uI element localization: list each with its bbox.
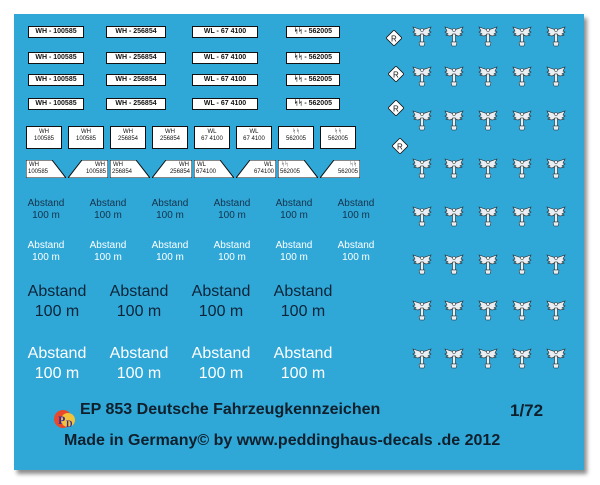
eagle-emblem-icon xyxy=(478,348,498,370)
eagle-emblem-icon xyxy=(444,66,464,88)
eagle-emblem-icon xyxy=(546,206,566,228)
eagle-emblem-icon xyxy=(412,300,432,322)
eagle-emblem-icon xyxy=(478,26,498,48)
eagle-emblem-icon xyxy=(478,110,498,132)
license-plate: WL - 67 4100 xyxy=(192,52,258,64)
eagle-emblem-icon xyxy=(546,26,566,48)
abstand-small-decal: Abstand 100 m xyxy=(89,198,127,221)
license-plate: WL - 67 4100 xyxy=(192,26,258,38)
trapezoid-plate: WH 100585 xyxy=(68,160,108,178)
eagle-emblem-icon xyxy=(444,206,464,228)
eagle-emblem-icon xyxy=(478,66,498,88)
eagle-emblem-icon xyxy=(412,66,432,88)
eagle-emblem-icon xyxy=(478,300,498,322)
eagle-emblem-icon xyxy=(478,254,498,276)
abstand-small-decal: Abstand 100 m xyxy=(89,240,127,263)
trapezoid-plate: WL 674100 xyxy=(194,160,234,178)
abstand-large-decal: Abstand 100 m xyxy=(109,345,169,382)
abstand-small-decal: Abstand 100 m xyxy=(275,240,313,263)
eagle-emblem-icon xyxy=(546,348,566,370)
svg-text:P: P xyxy=(58,413,66,427)
svg-text:R: R xyxy=(397,142,403,152)
eagle-emblem-icon xyxy=(512,66,532,88)
reich-rune-icon xyxy=(388,66,404,82)
abstand-small-decal: Abstand 100 m xyxy=(27,240,65,263)
svg-text:D: D xyxy=(66,419,73,429)
abstand-small-decal: Abstand 100 m xyxy=(27,198,65,221)
reich-rune-icon xyxy=(392,138,408,154)
svg-text:R: R xyxy=(393,70,399,80)
eagle-emblem-icon xyxy=(444,348,464,370)
svg-text:R: R xyxy=(393,104,399,114)
license-plate: ᛋᛋ - 562005 xyxy=(286,52,340,64)
eagle-emblem-icon xyxy=(512,254,532,276)
square-plate: WL 67 4100 xyxy=(194,126,230,149)
eagle-emblem-icon xyxy=(546,66,566,88)
abstand-large-decal: Abstand 100 m xyxy=(109,283,169,320)
sheet-title: EP 853 Deutsche Fahrzeugkennzeichen xyxy=(80,401,381,418)
eagle-emblem-icon xyxy=(546,254,566,276)
license-plate: WH - 100585 xyxy=(28,52,84,64)
eagle-emblem-icon xyxy=(444,254,464,276)
reich-rune-icon xyxy=(386,30,402,46)
license-plate: WH - 256854 xyxy=(106,98,166,110)
trapezoid-plate: WH 100585 xyxy=(26,160,66,178)
abstand-small-decal: Abstand 100 m xyxy=(151,240,189,263)
license-plate: WH - 256854 xyxy=(106,26,166,38)
reich-rune-icon xyxy=(388,100,404,116)
license-plate: ᛋᛋ - 562005 xyxy=(286,98,340,110)
license-plate: WH - 256854 xyxy=(106,52,166,64)
eagle-emblem-icon xyxy=(512,300,532,322)
license-plate: WH - 256854 xyxy=(106,74,166,86)
eagle-emblem-icon xyxy=(512,206,532,228)
square-plate: WH 100585 xyxy=(26,126,62,149)
eagle-emblem-icon xyxy=(512,26,532,48)
eagle-emblem-icon xyxy=(412,254,432,276)
eagle-emblem-icon xyxy=(444,26,464,48)
trapezoid-plate: WL 674100 xyxy=(236,160,276,178)
license-plate: WH - 100585 xyxy=(28,26,84,38)
abstand-small-decal: Abstand 100 m xyxy=(213,198,251,221)
manufacturer-line: Made in Germany© by www.peddinghaus-decals .de 2012 xyxy=(64,432,501,449)
abstand-large-decal: Abstand 100 m xyxy=(191,345,251,382)
license-plate: WH - 100585 xyxy=(28,98,84,110)
svg-text:R: R xyxy=(391,34,397,44)
eagle-emblem-icon xyxy=(412,348,432,370)
eagle-emblem-icon xyxy=(512,158,532,180)
square-plate: WH 256854 xyxy=(152,126,188,149)
square-plate: ᛋᛋ 562005 xyxy=(278,126,314,149)
square-plate: ᛋᛋ 562005 xyxy=(320,126,356,149)
eagle-emblem-icon xyxy=(412,110,432,132)
eagle-emblem-icon xyxy=(512,110,532,132)
abstand-small-decal: Abstand 100 m xyxy=(151,198,189,221)
eagle-emblem-icon xyxy=(546,110,566,132)
license-plate: WH - 100585 xyxy=(28,74,84,86)
trapezoid-plate: ᛋᛋ 562005 xyxy=(320,160,360,178)
abstand-large-decal: Abstand 100 m xyxy=(27,283,87,320)
abstand-large-decal: Abstand 100 m xyxy=(273,345,333,382)
decal-sheet xyxy=(14,14,584,470)
eagle-emblem-icon xyxy=(444,110,464,132)
square-plate: WH 100585 xyxy=(68,126,104,149)
scale-label: 1/72 xyxy=(510,401,544,420)
square-plate: WH 256854 xyxy=(110,126,146,149)
square-plate: WL 67 4100 xyxy=(236,126,272,149)
license-plate: WL - 67 4100 xyxy=(192,74,258,86)
eagle-emblem-icon xyxy=(412,206,432,228)
license-plate: WL - 67 4100 xyxy=(192,98,258,110)
eagle-emblem-icon xyxy=(412,158,432,180)
abstand-small-decal: Abstand 100 m xyxy=(337,240,375,263)
eagle-emblem-icon xyxy=(512,348,532,370)
eagle-emblem-icon xyxy=(478,158,498,180)
license-plate: ᛋᛋ - 562005 xyxy=(286,26,340,38)
abstand-large-decal: Abstand 100 m xyxy=(191,283,251,320)
abstand-small-decal: Abstand 100 m xyxy=(275,198,313,221)
eagle-emblem-icon xyxy=(546,158,566,180)
abstand-small-decal: Abstand 100 m xyxy=(213,240,251,263)
abstand-small-decal: Abstand 100 m xyxy=(337,198,375,221)
eagle-emblem-icon xyxy=(546,300,566,322)
eagle-emblem-icon xyxy=(478,206,498,228)
eagle-emblem-icon xyxy=(444,158,464,180)
peddinghaus-logo-icon xyxy=(54,408,76,430)
trapezoid-plate: WH 256854 xyxy=(152,160,192,178)
eagle-emblem-icon xyxy=(444,300,464,322)
eagle-emblem-icon xyxy=(412,26,432,48)
trapezoid-plate: WH 256854 xyxy=(110,160,150,178)
license-plate: ᛋᛋ - 562005 xyxy=(286,74,340,86)
abstand-large-decal: Abstand 100 m xyxy=(273,283,333,320)
trapezoid-plate: ᛋᛋ 562005 xyxy=(278,160,318,178)
abstand-large-decal: Abstand 100 m xyxy=(27,345,87,382)
